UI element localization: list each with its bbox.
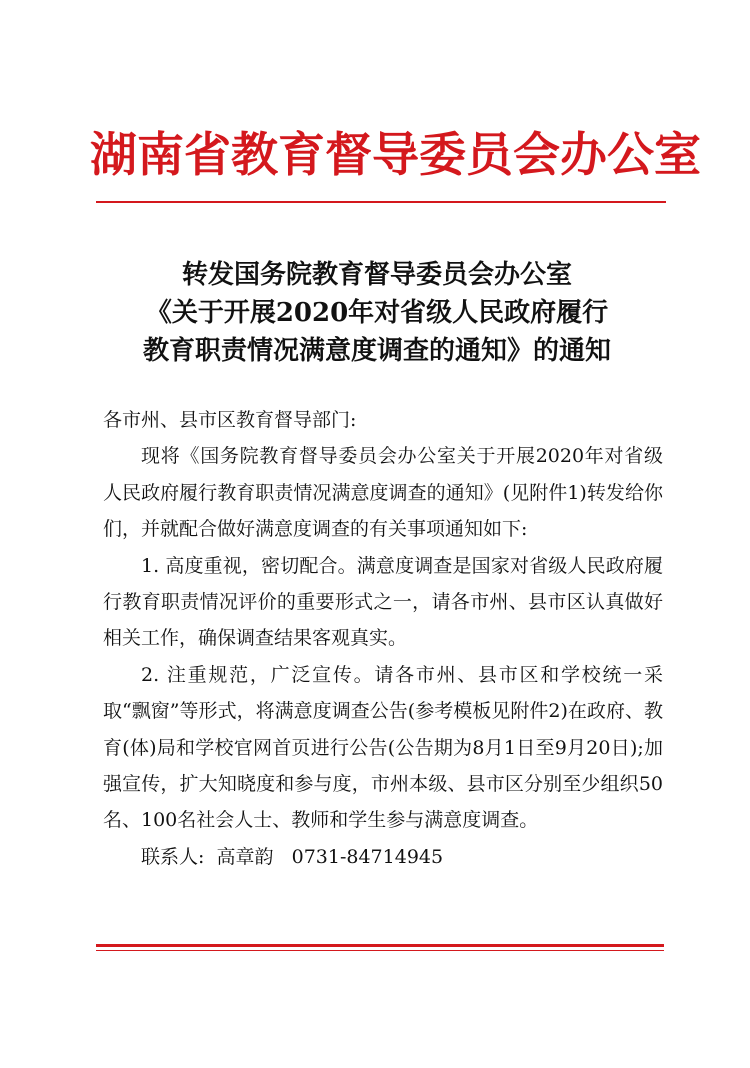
masthead-title: 湖南省教育督导委员会办公室 <box>90 128 701 183</box>
document-title-line-2: 《关于开展2020年对省级人民政府履行 <box>145 298 609 328</box>
salutation: 各市州、县市区教育督导部门: <box>103 409 357 431</box>
contact-line: 联系人: 高章韵 0731-84714945 <box>141 845 444 868</box>
masthead-red-rule <box>96 201 666 203</box>
document-title-line-1: 转发国务院教育督导委员会办公室 <box>181 260 572 290</box>
document-title-line-3: 教育职责情况满意度调查的通知》的通知 <box>142 336 611 366</box>
body-paragraph-intro: 现将《国务院教育督导委员会办公室关于开展2020年对省级人民政府履行教育职责情况满意度调查的通知》(见附件1)转发给你们，并就配合做好满意度调查的有关事项通知如下: <box>103 445 663 541</box>
body-paragraph-item-2: 2. 注重规范，广泛宣传。请各市州、县市区和学校统一采取“飘窗”等形式，将满意度调查公告(参考模板见附件2)在政府、教育(体)局和学校官网首页进行公告(公告期为8月1日至9月20日);加强宣传，扩大知晓度和参与度，市州本级、县市区分别至少组织50名、100名社会人士、教师和学生参与满意度调查。 <box>103 663 663 832</box>
footer-red-rule-thick <box>96 944 664 947</box>
document-title <box>90 256 664 370</box>
document-body <box>103 402 663 875</box>
footer-red-rule-thin <box>96 950 664 951</box>
body-paragraph-item-1: 1. 高度重视，密切配合。满意度调查是国家对省级人民政府履行教育职责情况评价的重要形式之一，请各市州、县市区认真做好相关工作，确保调查结果客观真实。 <box>103 554 663 650</box>
